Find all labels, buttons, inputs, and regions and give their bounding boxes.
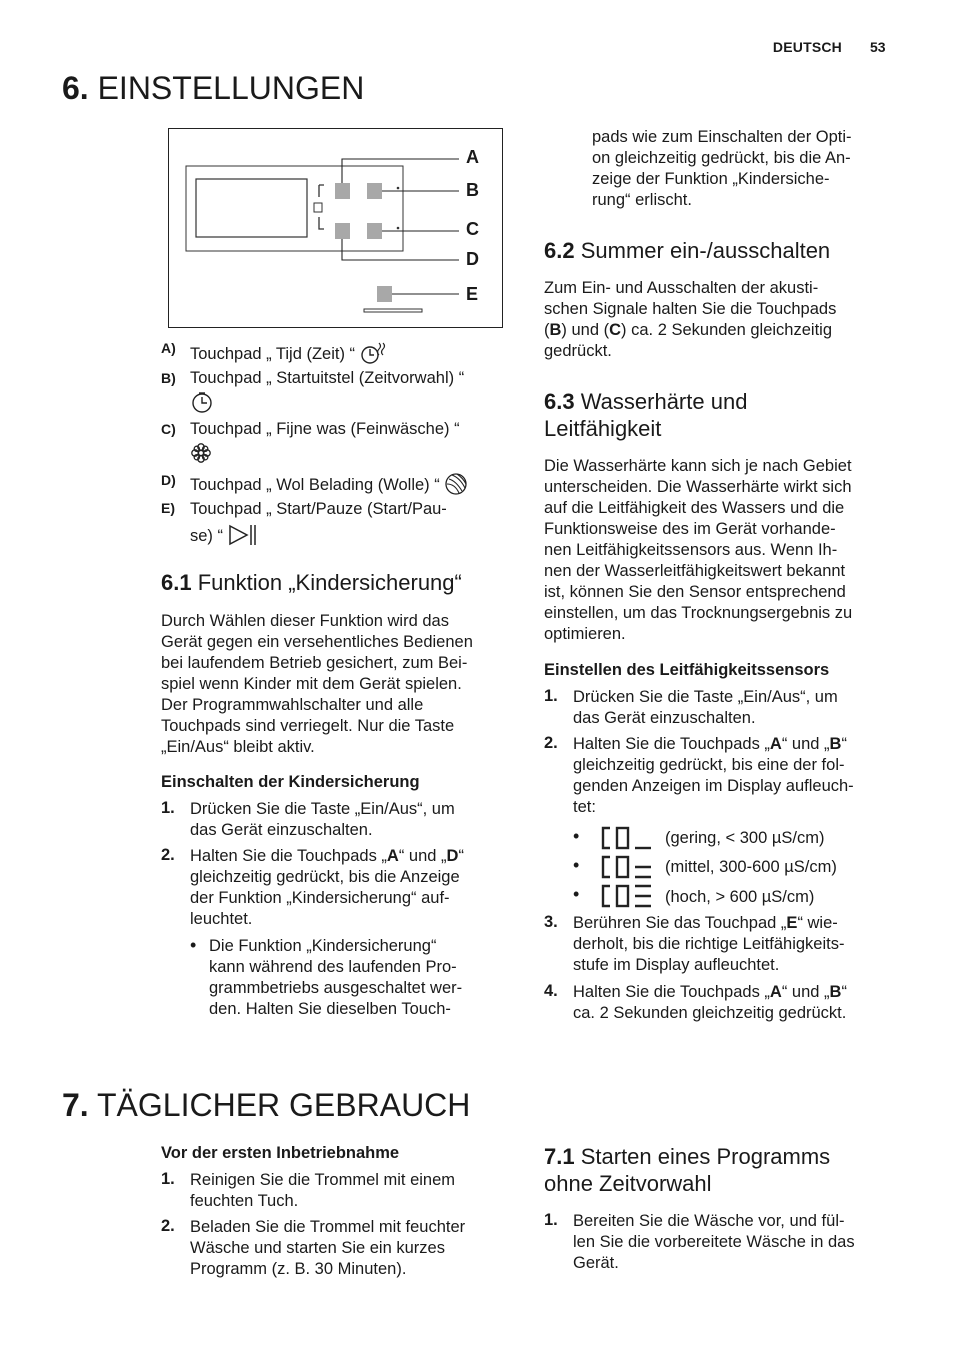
- section-6-3-heading: 6.3 Wasserhärte und Leitfähigkeit: [544, 389, 748, 441]
- step-number: 1.: [161, 1170, 175, 1188]
- child-lock-step-1: Drücken Sie die Taste „Ein/Aus“, um das Gerät einzuschalten.: [190, 800, 455, 839]
- step-number: 2.: [544, 734, 558, 752]
- legend-key-b: B): [161, 370, 176, 386]
- conductivity-step-3: Berühren Sie das Touchpad „E“ wie- derholt, bis die richtige Leitfähigkeits- stufe im Display aufleuchtet.: [573, 914, 845, 974]
- section-6-1-heading: 6.1 Funktion „Kindersicherung“: [161, 570, 462, 595]
- level-medium-text: (mittel, 300-600 µS/cm): [665, 858, 837, 876]
- diagram-label-c: C: [466, 219, 479, 239]
- legend-item-d: Touchpad „ Wol Belading (Wolle) “: [190, 472, 468, 496]
- control-panel-drawing: [169, 129, 504, 329]
- touchpad-b: [367, 183, 382, 199]
- section-6-title: 6. EINSTELLUNGEN: [62, 70, 365, 106]
- level-high-text: (hoch, > 600 µS/cm): [665, 888, 815, 906]
- legend-item-c: Touchpad „ Fijne was (Feinwäsche) “: [190, 420, 460, 438]
- delay-start-icon: [190, 390, 214, 414]
- step-number: 2.: [161, 1217, 175, 1235]
- header-language: DEUTSCH: [772, 39, 842, 55]
- child-lock-step-2: Halten Sie die Touchpads „A“ und „D“ gleichzeitig gedrückt, bis die Anzeige der Funktion „Kindersicherung“ auf- leuchtet.: [190, 847, 464, 928]
- child-lock-note: Die Funktion „Kindersicherung“ kann während des laufenden Pro- grammbetriebs ausgeschaltet wer- den. Halten Sie dieselben Touch-: [209, 937, 463, 1018]
- legend-item-b: Touchpad „ Startuitstel (Zeitvorwahl) “: [190, 369, 465, 387]
- diagram-label-d: D: [466, 249, 479, 269]
- start-pause-icon: [228, 523, 258, 547]
- step-number: 1.: [161, 799, 175, 817]
- legend-key-c: C): [161, 421, 176, 437]
- conductivity-subheading: Einstellen des Leitfähigkeitssensors: [544, 661, 830, 679]
- diagram-label-a: A: [466, 147, 479, 167]
- touchpad-c: [367, 223, 382, 239]
- conductivity-step-2: Halten Sie die Touchpads „A“ und „B“ gleichzeitig gedrückt, bis eine der fol- genden Anzeigen im Display aufleuch- tet:: [573, 735, 854, 816]
- bullet-dot: •: [573, 855, 580, 875]
- legend-key-a: A): [161, 340, 176, 356]
- page-number: 53: [870, 39, 886, 55]
- section-6-1-body: Durch Wählen dieser Funktion wird das Gerät gegen ein versehentliches Bedienen bei laufendem Betrieb gesichert, zum Bei- spiel wenn Kinder mit dem Gerät spielen. Der Programmwahlschalter und alle Touchpads sind verriegelt. Nur die Taste „Ein/Aus“ bleibt aktiv.: [161, 612, 473, 756]
- display-high-icon: [600, 884, 654, 910]
- section-6-2-body: Zum Ein- und Ausschalten der akusti- schen Signale halten Sie die Touchpads (B) und (C) ca. 2 Sekunden gleichzeitig gedrückt.: [544, 279, 837, 360]
- time-steam-icon: [360, 341, 388, 365]
- bullet-dot: •: [573, 826, 580, 846]
- legend-key-e: E): [161, 500, 175, 516]
- child-lock-subheading: Einschalten der Kindersicherung: [161, 773, 420, 791]
- bullet-dot: •: [190, 935, 197, 955]
- section-6-2-heading: 6.2 Summer ein-/ausschalten: [544, 238, 831, 263]
- step-number: 1.: [544, 687, 558, 705]
- bullet-dot: •: [573, 884, 580, 904]
- legend-item-e-line2: se) “: [190, 523, 258, 547]
- first-use-subheading: Vor der ersten Inbetriebnahme: [161, 1144, 400, 1162]
- legend-item-e-line1: Touchpad „ Start/Pauze (Start/Pau-: [190, 500, 447, 518]
- delicates-flower-icon: [190, 442, 212, 464]
- step-number: 4.: [544, 982, 558, 1000]
- conductivity-step-4: Halten Sie die Touchpads „A“ und „B“ ca. 2 Sekunden gleichzeitig gedrückt.: [573, 983, 847, 1022]
- level-low-text: (gering, < 300 µS/cm): [665, 829, 825, 847]
- touchpad-d: [335, 223, 350, 239]
- diagram-label-b: B: [466, 180, 479, 200]
- first-use-step-1: Reinigen Sie die Trommel mit einem feuchten Tuch.: [190, 1171, 456, 1210]
- step-number: 1.: [544, 1211, 558, 1229]
- legend-item-a: Touchpad „ Tijd (Zeit) “: [190, 341, 388, 365]
- display-medium-icon: [600, 855, 654, 881]
- first-use-step-2: Beladen Sie die Trommel mit feuchter Wäsche und starten Sie ein kurzes Programm (z. B. 30 Minuten).: [190, 1218, 466, 1278]
- section-7-1-heading: 7.1 Starten eines Programms ohne Zeitvorwahl: [544, 1144, 831, 1196]
- touchpad-e: [377, 286, 392, 302]
- step-number: 2.: [161, 846, 175, 864]
- wool-yarn-icon: [444, 472, 468, 496]
- diagram-label-e: E: [466, 284, 479, 304]
- step-number: 3.: [544, 913, 558, 931]
- legend-key-d: D): [161, 472, 176, 488]
- child-lock-note-continued: pads wie zum Einschalten der Opti- on gleichzeitig gedrückt, bis die An- zeige der Funktion „Kindersiche- rung“ erlischt.: [592, 128, 852, 209]
- control-panel-diagram: [168, 128, 503, 328]
- display-low-icon: [600, 826, 654, 852]
- section-7-title: 7. TÄGLICHER GEBRAUCH: [62, 1087, 471, 1123]
- conductivity-step-1: Drücken Sie die Taste „Ein/Aus“, um das Gerät einzuschalten.: [573, 688, 838, 727]
- section-6-3-body: Die Wasserhärte kann sich je nach Gebiet unterscheiden. Die Wasserhärte wirkt sich auf die Leitfähigkeit des Wassers und die Funktionsweise des im Gerät vorhande- nen Leitfähigkeitssensors aus. Wenn Ih- nen der Wasserleitfähigkeitswert bekannt ist, können Sie den Sensor entsprechend einstellen, um das Trocknungsergebnis zu optimieren.: [544, 457, 853, 643]
- start-program-step-1: Bereiten Sie die Wäsche vor, und fül- len Sie die vorbereitete Wäsche in das Gerät.: [573, 1212, 855, 1272]
- touchpad-a: [335, 183, 350, 199]
